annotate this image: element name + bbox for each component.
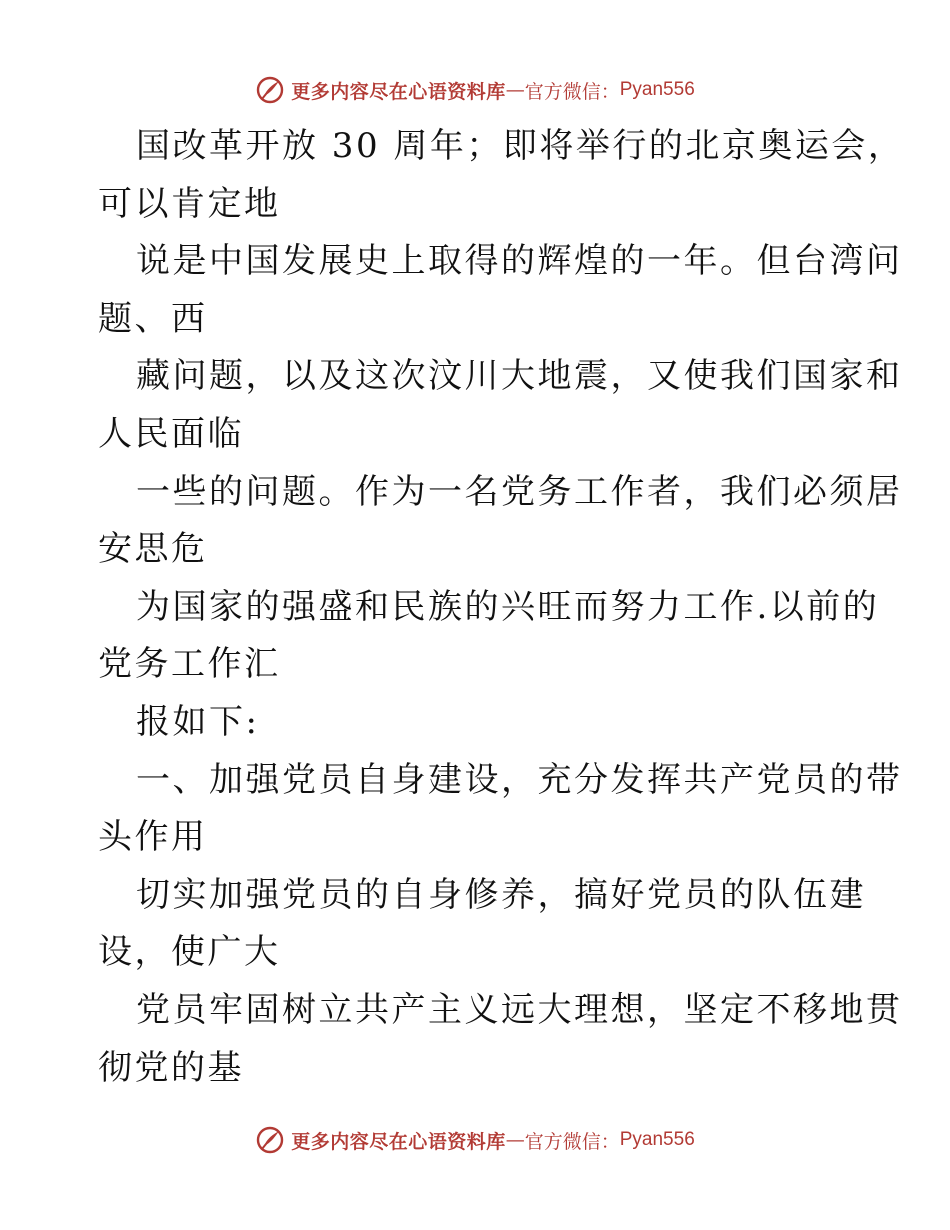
footer-watermark-banner <box>0 1120 950 1160</box>
banner-separator: — <box>505 1129 525 1151</box>
text-line: 切实加强党员的自身修养，搞好党员的队伍建 <box>136 874 866 915</box>
banner-wechat-id: Pyan556 <box>619 79 695 100</box>
banner-wechat-label: 官方微信： <box>524 1130 620 1153</box>
text-line: 藏问题，以及这次汶川大地震，又使我们国家和 <box>136 356 903 397</box>
text-line: 报如下: <box>136 701 260 742</box>
banner-separator: — <box>505 79 525 101</box>
text-line: 国改革开放 30 周年；即将举行的北京奥运会， <box>136 126 905 166</box>
document-body <box>98 118 905 1097</box>
banner-title: 更多内容尽在心语资料库 <box>291 1130 506 1153</box>
text-line: 党务工作汇 <box>98 644 281 685</box>
text-line: 说是中国发展史上取得的辉煌的一年。但台湾问 <box>136 241 903 282</box>
text-line: 为国家的强盛和民族的兴旺而努力工作.以前的 <box>136 586 880 627</box>
banner-wechat-id: Pyan556 <box>619 1129 695 1150</box>
header-watermark-banner <box>0 70 950 110</box>
text-line: 党员牢固树立共产主义远大理想，坚定不移地贯 <box>136 989 903 1030</box>
text-line: 题、西 <box>98 298 208 339</box>
text-line: 人民面临 <box>98 413 244 454</box>
text-line: 可以肯定地 <box>98 183 281 224</box>
banner-wechat-label: 官方微信： <box>524 80 620 103</box>
text-line: 安思危 <box>98 529 208 570</box>
text-line: 一些的问题。作为一名党务工作者，我们必须居 <box>136 471 903 512</box>
quill-logo-icon <box>255 1125 285 1155</box>
quill-logo-icon <box>255 75 285 105</box>
banner-title: 更多内容尽在心语资料库 <box>291 80 506 103</box>
text-line: 头作用 <box>98 817 208 858</box>
text-line: 设，使广大 <box>98 932 281 973</box>
text-line: 彻党的基 <box>98 1047 244 1088</box>
section-heading-line: 一、加强党员自身建设，充分发挥共产党员的带 <box>136 759 903 800</box>
